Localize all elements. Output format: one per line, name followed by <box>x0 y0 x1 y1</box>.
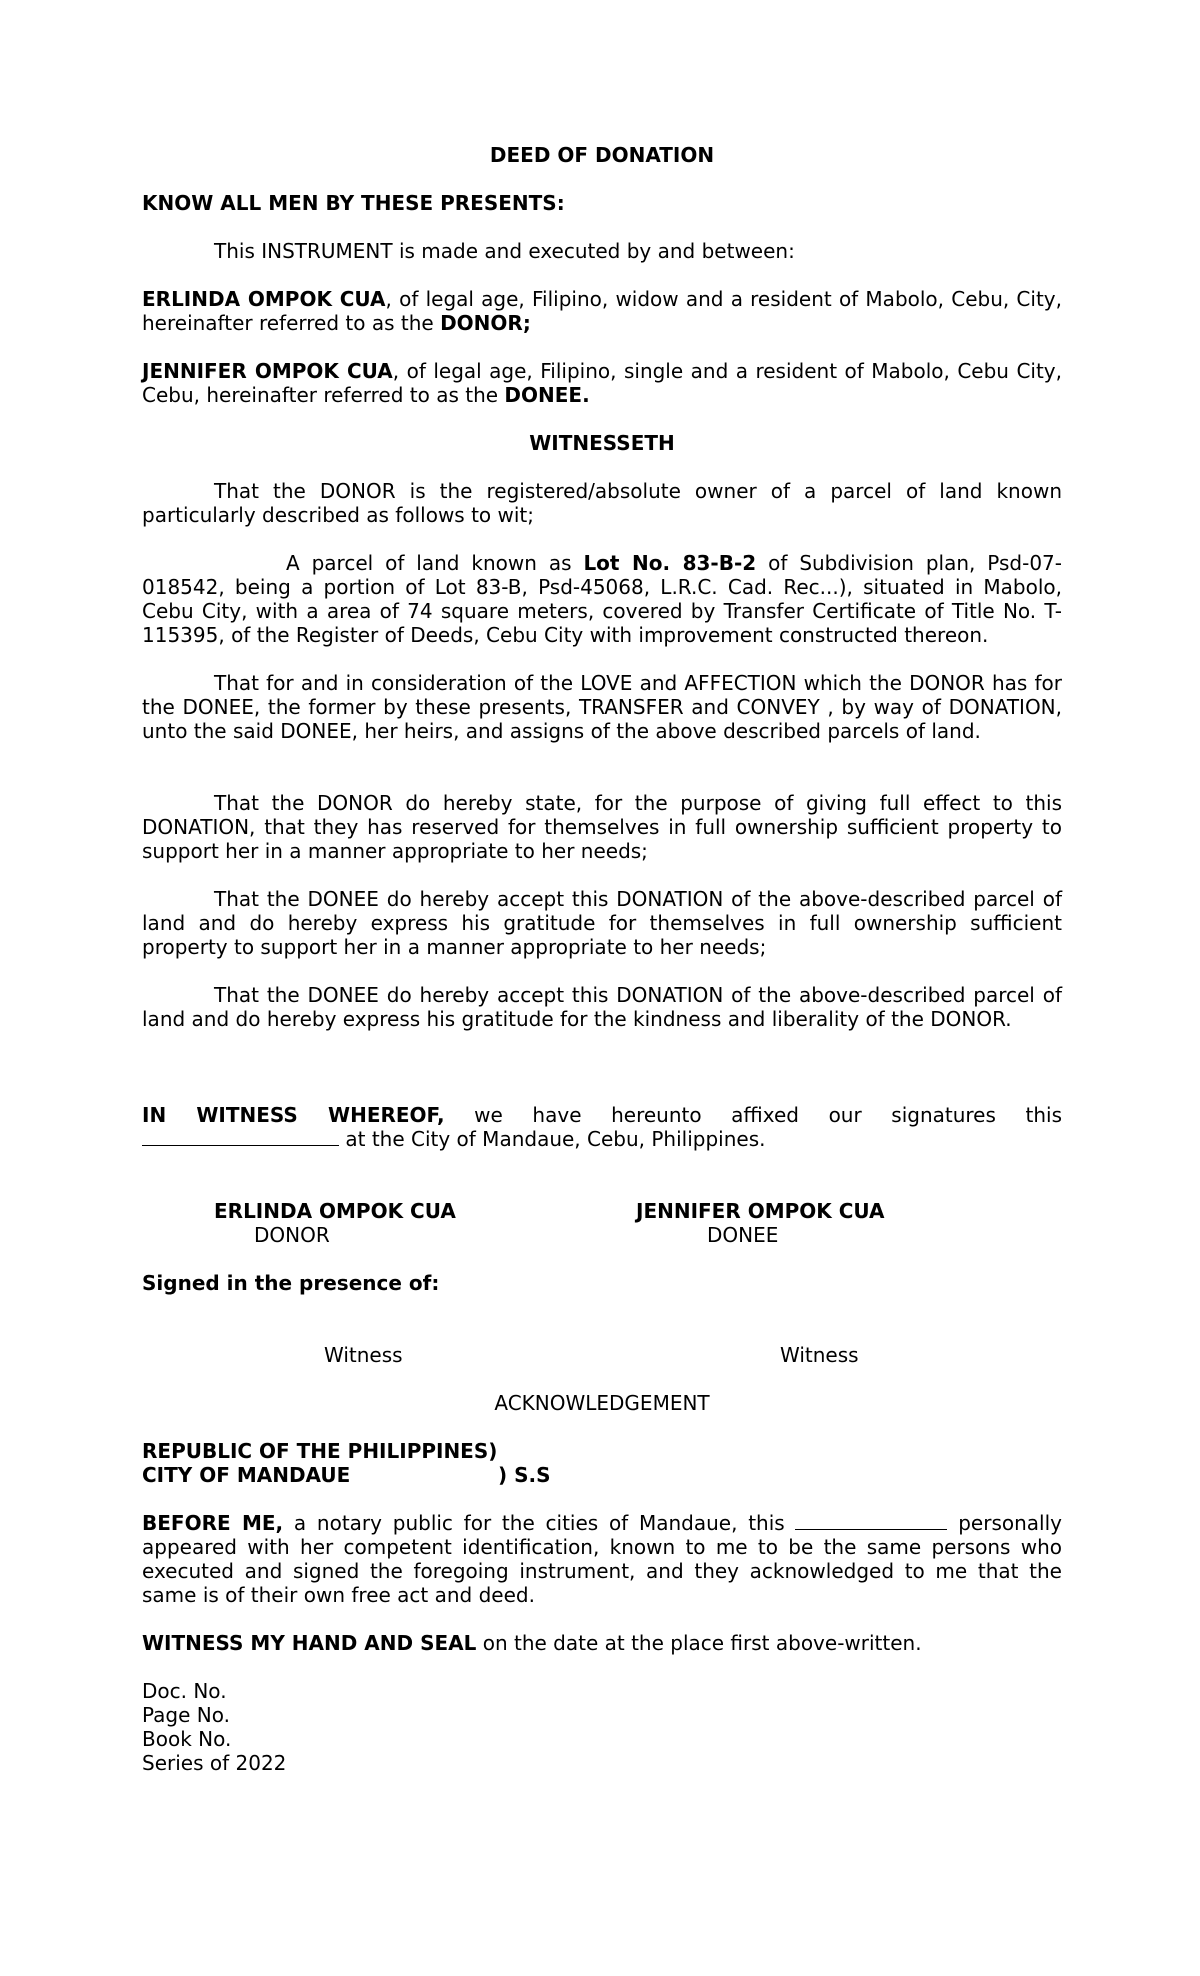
witness-hand-paragraph: WITNESS MY HAND AND SEAL on the date at the place first above-written. <box>142 1631 922 1655</box>
intro-paragraph: This INSTRUMENT is made and executed by and between: <box>214 239 795 263</box>
document-title: DEED OF DONATION <box>489 143 715 167</box>
witness-left-label: Witness <box>324 1343 403 1367</box>
witnesseth-heading: WITNESSETH <box>529 431 675 455</box>
donor-signatory-role: DONOR <box>254 1223 330 1247</box>
donor-signatory-name: ERLINDA OMPOK CUA <box>214 1199 456 1223</box>
donee-acceptance-paragraph-1: That the DONEE do hereby accept this DONATION of the above-described parcel of land and do hereby express his gratitude for themselves in full ownership sufficient property to support her in a manner appropriate to her needs; <box>142 887 1062 959</box>
signed-presence-heading: Signed in the presence of: <box>142 1271 440 1295</box>
before-me-paragraph: BEFORE ME, a notary public for the cities of Mandaue, this personally appeared with her competent identification, known to me to be the same persons who executed and signed the foregoing instrument, and they acknowledged to me that the same is of their own free act and deed. <box>142 1511 1062 1607</box>
land-description-paragraph: A parcel of land known as Lot No. 83-B-2 of Subdivision plan, Psd-07-018542, being a portion of Lot 83-B, Psd-45068, L.R.C. Cad. Rec...), situated in Mabolo, Cebu City, with a area of 74 square meters, covered by Transfer Certificate of Title No. T-115395, of the Register of Deeds, Cebu City with improvement constructed thereon. <box>142 551 1062 647</box>
consideration-paragraph: That for and in consideration of the LOVE and AFFECTION which the DONOR has for the DONEE, the former by these presents, TRANSFER and CONVEY , by way of DONATION, unto the said DONEE, her heirs, and assigns of the above described parcels of land. <box>142 671 1062 743</box>
date-blank[interactable] <box>142 1127 339 1146</box>
donor-statement-paragraph: That the DONOR do hereby state, for the purpose of giving full effect to this DONATION, that they has reserved for themselves in full ownership sufficient property to support her in a manner appropriate to her needs; <box>142 791 1062 863</box>
notary-date-blank[interactable] <box>795 1511 947 1530</box>
venue-line-2: CITY OF MANDAUE ) S.S <box>142 1463 551 1487</box>
notarial-book-no: Book No. <box>142 1727 232 1751</box>
in-witness-line-1: IN WITNESS WHEREOF, we have hereunto affixed our signatures this <box>142 1103 1062 1127</box>
in-witness-line-2: at the City of Mandaue, Cebu, Philippines. <box>142 1127 1062 1151</box>
donor-party-paragraph: ERLINDA OMPOK CUA, of legal age, Filipino, widow and a resident of Mabolo, Cebu, City, hereinafter referred to as the DONOR; <box>142 287 1062 335</box>
donee-party-paragraph: JENNIFER OMPOK CUA, of legal age, Filipino, single and a resident of Mabolo, Cebu City, Cebu, hereinafter referred to as the DONEE. <box>142 359 1063 407</box>
donee-acceptance-paragraph-2: That the DONEE do hereby accept this DONATION of the above-described parcel of land and do hereby express his gratitude for the kindness and liberality of the DONOR. <box>142 983 1062 1031</box>
notarial-doc-no: Doc. No. <box>142 1679 227 1703</box>
preamble: KNOW ALL MEN BY THESE PRESENTS: <box>142 191 565 215</box>
witness-right-label: Witness <box>780 1343 859 1367</box>
notarial-series: Series of 2022 <box>142 1751 287 1775</box>
donee-signatory-name: JENNIFER OMPOK CUA <box>636 1199 885 1223</box>
owner-paragraph: That the DONOR is the registered/absolute owner of a parcel of land known particularly described as follows to wit; <box>142 479 1062 527</box>
acknowledgement-heading: ACKNOWLEDGEMENT <box>494 1391 710 1415</box>
donee-signatory-role: DONEE <box>707 1223 779 1247</box>
notarial-page-no: Page No. <box>142 1703 230 1727</box>
venue-line-1: REPUBLIC OF THE PHILIPPINES) <box>142 1439 498 1463</box>
